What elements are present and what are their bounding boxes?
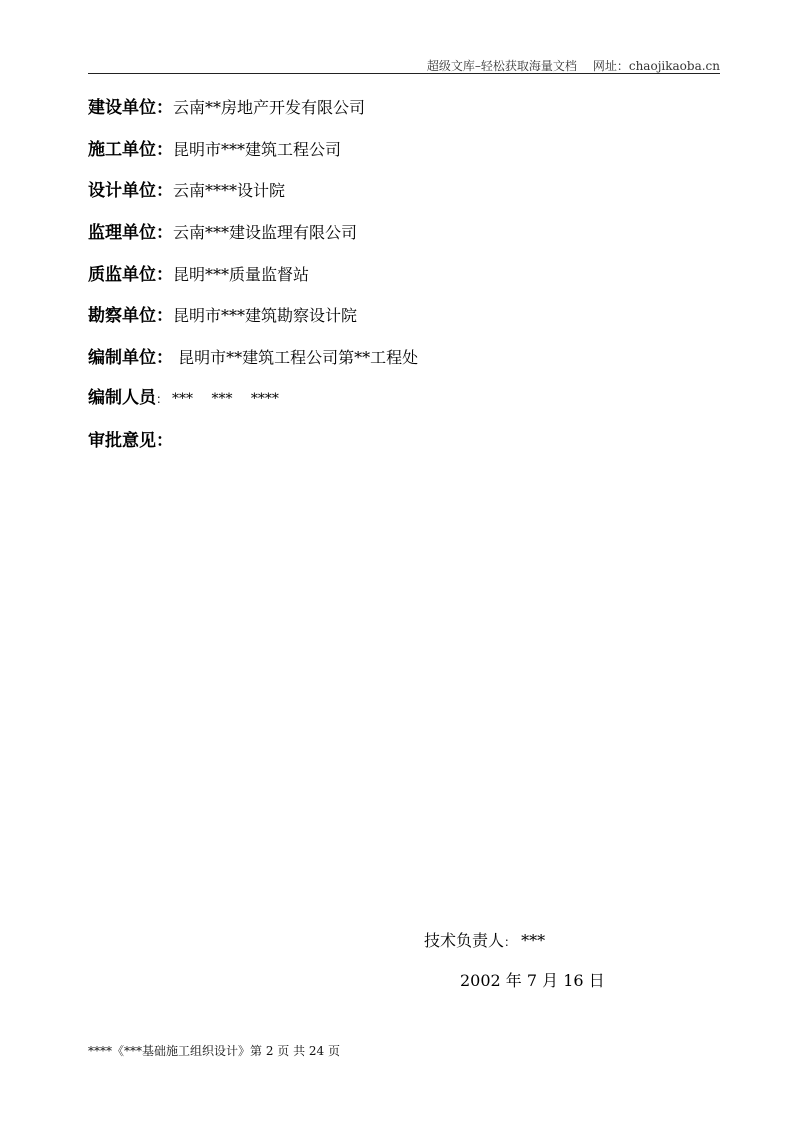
field-label: 编制单位： <box>88 348 173 368</box>
signature-line <box>424 929 545 953</box>
field-separator: ： <box>156 392 169 406</box>
field-survey-unit <box>88 304 357 328</box>
field-compiling-unit <box>88 346 418 370</box>
field-value: 昆明***质量监督站 <box>173 265 310 284</box>
field-label: 勘察单位： <box>88 306 173 326</box>
signature-name: *** <box>521 931 546 950</box>
field-value: 昆明市***建筑工程公司 <box>173 140 342 159</box>
header-website-text: 网址：chaojikaoba.cn <box>592 59 720 73</box>
field-value: 云南**房地产开发有限公司 <box>173 98 366 117</box>
field-value: 云南****设计院 <box>173 181 286 200</box>
field-label: 施工单位： <box>88 140 173 160</box>
field-quality-unit <box>88 263 309 287</box>
document-date: 2002 年 7 月 16 日 <box>460 971 605 990</box>
header-library-text: 超级文库–轻松获取海量文档 <box>426 59 577 73</box>
signature-separator: ： <box>504 935 517 949</box>
field-compilers <box>88 386 279 410</box>
page-footer: ****《***基础施工组织设计》第 2 页 共 24 页 <box>88 1044 340 1058</box>
field-builder-unit <box>88 138 341 162</box>
field-label: 监理单位： <box>88 223 173 243</box>
field-label: 质监单位： <box>88 265 173 285</box>
field-value: 昆明市**建筑工程公司第**工程处 <box>173 348 419 367</box>
field-design-unit <box>88 179 285 203</box>
signature-label: 技术负责人 <box>424 931 505 950</box>
field-value: 云南***建设监理有限公司 <box>173 223 358 242</box>
field-label: 设计单位： <box>88 181 173 201</box>
page-header <box>300 57 720 74</box>
field-value: *** *** **** <box>172 391 279 407</box>
field-value: 昆明市***建筑勘察设计院 <box>173 306 358 325</box>
field-construction-unit <box>88 96 365 120</box>
field-label: 建设单位： <box>88 98 173 118</box>
field-approval <box>88 429 173 453</box>
field-label: 审批意见： <box>88 431 173 451</box>
header-divider <box>88 73 720 74</box>
field-label: 编制人员 <box>88 388 156 408</box>
field-supervision-unit <box>88 221 357 245</box>
